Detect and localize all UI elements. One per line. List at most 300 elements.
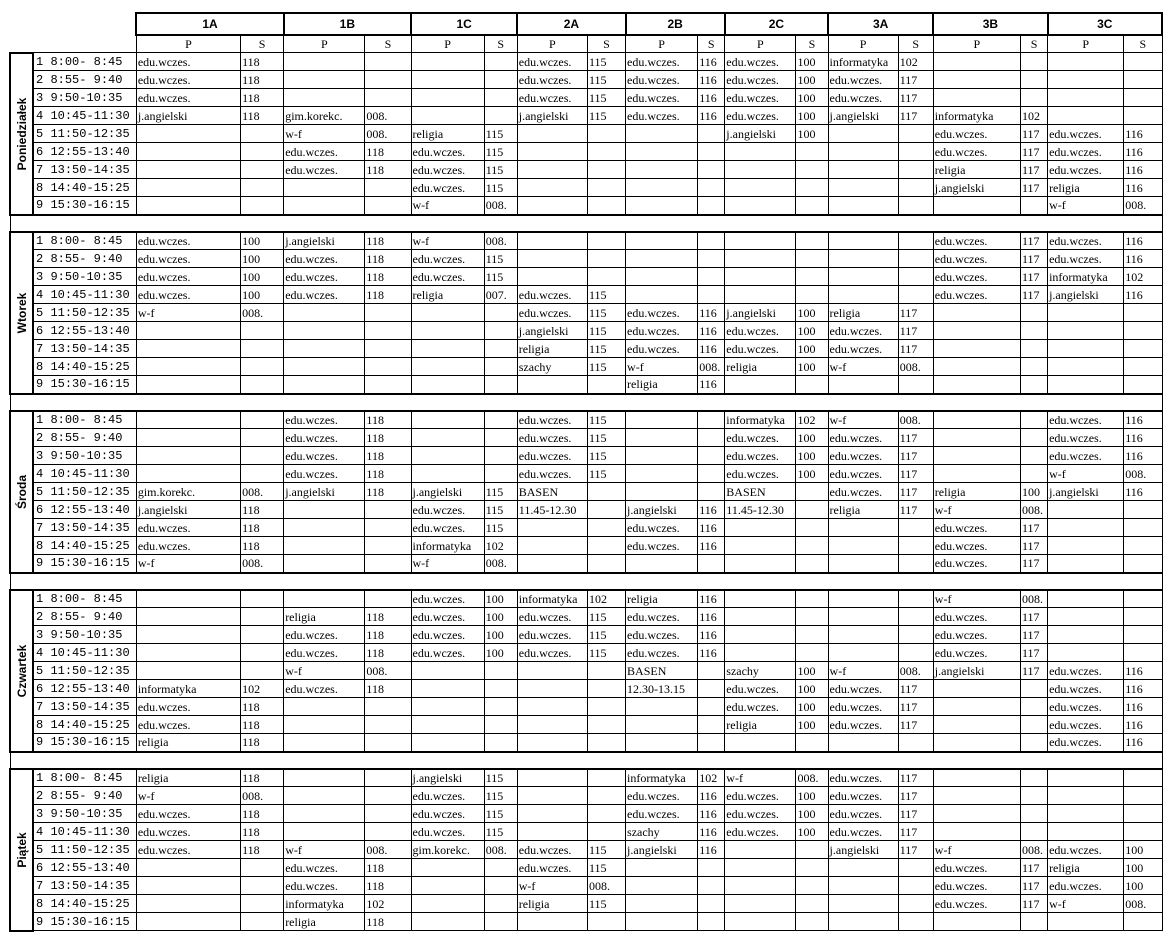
- room-cell: 115: [484, 805, 517, 823]
- period-time: 9 15:30-16:15: [33, 555, 136, 573]
- room-cell: 117: [1021, 608, 1048, 626]
- room-cell: [898, 537, 933, 555]
- subject-cell: edu.wczes.: [136, 537, 240, 555]
- day-separator: [10, 752, 1162, 769]
- room-cell: [484, 304, 517, 322]
- subject-cell: [1048, 304, 1124, 322]
- table-row: [10, 895, 1162, 913]
- room-cell: 100: [796, 71, 828, 89]
- room-cell: 117: [898, 483, 933, 501]
- subject-cell: edu.wczes.: [1048, 716, 1124, 734]
- room-cell: 118: [241, 734, 284, 752]
- subject-cell: j.angielski: [411, 769, 484, 787]
- subject-cell: edu.wczes.: [284, 680, 365, 698]
- subject-cell: informatyka: [1048, 268, 1124, 286]
- room-cell: 117: [1021, 877, 1048, 895]
- subject-cell: [411, 698, 484, 716]
- subject-cell: religia: [1048, 859, 1124, 877]
- room-cell: [796, 895, 828, 913]
- subject-cell: [517, 268, 587, 286]
- subject-cell: [517, 232, 587, 250]
- subject-cell: [136, 429, 240, 447]
- room-cell: [365, 805, 411, 823]
- subject-cell: [828, 143, 898, 161]
- table-row: [10, 555, 1162, 573]
- subject-cell: [411, 716, 484, 734]
- subject-cell: edu.wczes.: [828, 71, 898, 89]
- table-row: [10, 662, 1162, 680]
- room-cell: [698, 286, 725, 304]
- room-cell: [796, 734, 828, 752]
- subject-cell: BASEN: [517, 483, 587, 501]
- room-cell: [587, 232, 625, 250]
- room-cell: 116: [1124, 125, 1162, 143]
- subject-cell: [1048, 644, 1124, 662]
- subject-cell: [626, 286, 698, 304]
- subject-cell: [411, 71, 484, 89]
- subject-cell: informatyka: [136, 680, 240, 698]
- table-row: [10, 71, 1162, 89]
- subject-cell: edu.wczes.: [284, 161, 365, 179]
- room-cell: 117: [898, 429, 933, 447]
- room-cell: 100: [796, 716, 828, 734]
- subject-cell: [517, 161, 587, 179]
- room-cell: [1124, 805, 1162, 823]
- room-cell: 118: [365, 250, 411, 268]
- room-cell: 118: [241, 698, 284, 716]
- room-cell: 116: [698, 787, 725, 805]
- room-cell: 116: [1124, 447, 1162, 465]
- room-cell: 117: [1021, 125, 1048, 143]
- subject-cell: [284, 304, 365, 322]
- room-cell: 115: [484, 769, 517, 787]
- room-cell: 118: [365, 161, 411, 179]
- subject-cell: edu.wczes.: [933, 268, 1020, 286]
- subject-cell: w-f: [136, 787, 240, 805]
- table-row: [10, 608, 1162, 626]
- room-cell: [898, 179, 933, 197]
- subject-cell: edu.wczes.: [626, 608, 698, 626]
- subject-cell: [725, 644, 796, 662]
- room-cell: 008.: [1124, 197, 1162, 215]
- subject-cell: BASEN: [626, 662, 698, 680]
- room-cell: [365, 53, 411, 71]
- room-cell: [241, 161, 284, 179]
- room-cell: [365, 823, 411, 841]
- room-subheader: S: [241, 35, 284, 53]
- room-cell: [587, 537, 625, 555]
- subject-cell: [411, 680, 484, 698]
- subject-cell: edu.wczes.: [1048, 161, 1124, 179]
- subject-cell: edu.wczes.: [1048, 429, 1124, 447]
- room-cell: [796, 841, 828, 859]
- room-cell: 116: [698, 89, 725, 107]
- subject-cell: j.angielski: [517, 322, 587, 340]
- room-cell: 117: [1021, 895, 1048, 913]
- subject-cell: edu.wczes.: [828, 322, 898, 340]
- subject-cell: [626, 483, 698, 501]
- room-cell: 115: [587, 859, 625, 877]
- subject-cell: [136, 411, 240, 429]
- period-time: 8 14:40-15:25: [33, 179, 136, 197]
- subject-cell: religia: [517, 895, 587, 913]
- room-cell: 116: [1124, 143, 1162, 161]
- subject-cell: w-f: [136, 555, 240, 573]
- room-cell: 115: [587, 447, 625, 465]
- subject-cell: [626, 143, 698, 161]
- room-cell: 117: [1021, 268, 1048, 286]
- subject-cell: [284, 769, 365, 787]
- room-cell: 102: [587, 590, 625, 608]
- room-cell: [365, 376, 411, 394]
- subject-cell: edu.wczes.: [626, 644, 698, 662]
- room-cell: 115: [587, 465, 625, 483]
- subject-cell: edu.wczes.: [1048, 143, 1124, 161]
- class-header: 3A: [828, 13, 933, 35]
- room-cell: [484, 465, 517, 483]
- subject-cell: [828, 877, 898, 895]
- table-row: [10, 429, 1162, 447]
- room-cell: 100: [484, 644, 517, 662]
- day-separator: [10, 215, 1162, 232]
- class-header: 3B: [933, 13, 1047, 35]
- subject-cell: [411, 376, 484, 394]
- subject-cell: edu.wczes.: [136, 519, 240, 537]
- room-cell: 100: [796, 322, 828, 340]
- subject-cell: [1048, 608, 1124, 626]
- period-time: 4 10:45-11:30: [33, 465, 136, 483]
- subject-cell: gim.korekc.: [411, 841, 484, 859]
- period-time: 6 12:55-13:40: [33, 501, 136, 519]
- room-cell: [484, 913, 517, 931]
- room-cell: [241, 143, 284, 161]
- subject-cell: edu.wczes.: [626, 322, 698, 340]
- room-cell: [898, 608, 933, 626]
- subject-cell: edu.wczes.: [284, 143, 365, 161]
- subject-cell: j.angielski: [136, 501, 240, 519]
- room-cell: 116: [1124, 411, 1162, 429]
- period-time: 4 10:45-11:30: [33, 107, 136, 125]
- subject-cell: [1048, 53, 1124, 71]
- subject-cell: [284, 823, 365, 841]
- subject-cell: [933, 411, 1020, 429]
- subject-cell: 11.45-12.30: [725, 501, 796, 519]
- subject-cell: [725, 143, 796, 161]
- room-cell: 118: [365, 877, 411, 895]
- subject-cell: [828, 125, 898, 143]
- subject-cell: 12.30-13.15: [626, 680, 698, 698]
- table-row: [10, 161, 1162, 179]
- subject-cell: [725, 590, 796, 608]
- subject-cell: [725, 895, 796, 913]
- room-cell: 117: [898, 805, 933, 823]
- subject-cell: edu.wczes.: [933, 859, 1020, 877]
- room-cell: 116: [1124, 429, 1162, 447]
- room-cell: 102: [698, 769, 725, 787]
- subject-cell: [626, 447, 698, 465]
- period-time: 8 14:40-15:25: [33, 716, 136, 734]
- room-cell: 117: [1021, 537, 1048, 555]
- period-time: 3 9:50-10:35: [33, 626, 136, 644]
- room-cell: 117: [898, 465, 933, 483]
- room-cell: [698, 447, 725, 465]
- room-cell: [484, 662, 517, 680]
- subject-cell: edu.wczes.: [1048, 447, 1124, 465]
- subject-cell: [284, 376, 365, 394]
- period-time: 9 15:30-16:15: [33, 197, 136, 215]
- subject-cell: edu.wczes.: [1048, 411, 1124, 429]
- subject-cell: [725, 608, 796, 626]
- room-cell: [365, 197, 411, 215]
- table-row: [10, 698, 1162, 716]
- subject-cell: edu.wczes.: [725, 805, 796, 823]
- room-cell: 008.: [1021, 590, 1048, 608]
- room-cell: [698, 232, 725, 250]
- subject-cell: edu.wczes.: [1048, 841, 1124, 859]
- table-row: [10, 537, 1162, 555]
- room-cell: [365, 769, 411, 787]
- subject-cell: religia: [725, 358, 796, 376]
- period-time: 5 11:50-12:35: [33, 125, 136, 143]
- room-cell: 115: [587, 89, 625, 107]
- room-cell: [796, 197, 828, 215]
- room-cell: [365, 716, 411, 734]
- room-cell: 115: [484, 501, 517, 519]
- room-cell: 117: [1021, 179, 1048, 197]
- room-cell: 116: [698, 626, 725, 644]
- room-cell: [796, 268, 828, 286]
- subject-cell: edu.wczes.: [517, 465, 587, 483]
- period-time: 3 9:50-10:35: [33, 268, 136, 286]
- subject-cell: [933, 680, 1020, 698]
- subject-cell: [517, 913, 587, 931]
- table-row: [10, 841, 1162, 859]
- room-cell: 115: [484, 179, 517, 197]
- room-cell: [1021, 734, 1048, 752]
- table-row: [10, 304, 1162, 322]
- subject-cell: edu.wczes.: [828, 429, 898, 447]
- room-cell: [698, 268, 725, 286]
- subject-cell: edu.wczes.: [933, 895, 1020, 913]
- subject-cell: [517, 250, 587, 268]
- room-cell: [484, 107, 517, 125]
- room-cell: 116: [1124, 286, 1162, 304]
- room-cell: 100: [1124, 877, 1162, 895]
- subject-cell: edu.wczes.: [284, 877, 365, 895]
- room-cell: [484, 53, 517, 71]
- subject-cell: edu.wczes.: [626, 626, 698, 644]
- room-cell: 115: [587, 626, 625, 644]
- subject-cell: edu.wczes.: [411, 644, 484, 662]
- room-cell: [241, 859, 284, 877]
- table-row: [10, 590, 1162, 608]
- room-cell: [365, 555, 411, 573]
- room-cell: [484, 716, 517, 734]
- subject-cell: [828, 197, 898, 215]
- class-header: 3C: [1048, 13, 1162, 35]
- subject-cell: [626, 465, 698, 483]
- room-cell: [1124, 787, 1162, 805]
- table-row: [10, 125, 1162, 143]
- room-cell: 115: [484, 125, 517, 143]
- room-cell: [365, 358, 411, 376]
- room-cell: [1124, 358, 1162, 376]
- room-cell: 115: [587, 107, 625, 125]
- subject-cell: [626, 734, 698, 752]
- subject-cell: [136, 125, 240, 143]
- subject-cell: edu.wczes.: [828, 483, 898, 501]
- subject-cell: [136, 877, 240, 895]
- subject-cell: [517, 143, 587, 161]
- period-time: 9 15:30-16:15: [33, 734, 136, 752]
- subject-cell: [828, 286, 898, 304]
- room-cell: 116: [698, 304, 725, 322]
- class-header: 1B: [284, 13, 411, 35]
- subject-cell: [626, 161, 698, 179]
- subject-cell: [626, 197, 698, 215]
- table-row: [10, 805, 1162, 823]
- subject-cell: edu.wczes.: [1048, 662, 1124, 680]
- table-row: [10, 519, 1162, 537]
- room-cell: [796, 143, 828, 161]
- room-cell: [1021, 197, 1048, 215]
- day-separator: [10, 394, 1162, 411]
- timetable-body: [10, 53, 1162, 931]
- subject-cell: edu.wczes.: [411, 143, 484, 161]
- class-header: 2A: [517, 13, 625, 35]
- subject-cell: [1048, 376, 1124, 394]
- room-cell: 115: [587, 644, 625, 662]
- room-cell: [698, 555, 725, 573]
- table-row: [10, 53, 1162, 71]
- room-cell: 118: [365, 268, 411, 286]
- subject-subheader: P: [517, 35, 587, 53]
- room-cell: 100: [241, 286, 284, 304]
- subject-cell: [828, 537, 898, 555]
- subject-cell: edu.wczes.: [725, 680, 796, 698]
- room-cell: 115: [587, 429, 625, 447]
- subject-cell: [725, 376, 796, 394]
- room-cell: 118: [241, 823, 284, 841]
- room-cell: 118: [365, 286, 411, 304]
- room-cell: [587, 555, 625, 573]
- subject-cell: [933, 358, 1020, 376]
- room-cell: [241, 411, 284, 429]
- table-row: [10, 913, 1162, 931]
- room-cell: [587, 125, 625, 143]
- room-cell: [698, 877, 725, 895]
- subject-subheader: P: [1048, 35, 1124, 53]
- room-cell: [1124, 304, 1162, 322]
- room-cell: 100: [796, 358, 828, 376]
- subject-cell: informatyka: [725, 411, 796, 429]
- subject-cell: edu.wczes.: [1048, 734, 1124, 752]
- room-cell: [241, 877, 284, 895]
- room-cell: 118: [365, 859, 411, 877]
- room-cell: [796, 644, 828, 662]
- room-cell: 008.: [1124, 465, 1162, 483]
- room-cell: 115: [587, 71, 625, 89]
- room-cell: [484, 340, 517, 358]
- room-cell: [698, 143, 725, 161]
- subject-cell: [411, 913, 484, 931]
- subject-cell: w-f: [828, 662, 898, 680]
- room-cell: 117: [1021, 232, 1048, 250]
- subject-cell: j.angielski: [626, 501, 698, 519]
- subject-cell: [136, 590, 240, 608]
- room-cell: 115: [587, 411, 625, 429]
- subject-cell: [725, 286, 796, 304]
- subject-cell: edu.wczes.: [136, 250, 240, 268]
- room-cell: 118: [241, 519, 284, 537]
- room-cell: [698, 913, 725, 931]
- table-row: [10, 483, 1162, 501]
- room-cell: 115: [484, 161, 517, 179]
- subject-cell: [626, 179, 698, 197]
- room-cell: 008.: [1124, 895, 1162, 913]
- subject-cell: edu.wczes.: [284, 286, 365, 304]
- subject-cell: [828, 895, 898, 913]
- subject-cell: edu.wczes.: [136, 286, 240, 304]
- room-cell: [587, 501, 625, 519]
- subject-cell: edu.wczes.: [411, 268, 484, 286]
- room-cell: 117: [898, 841, 933, 859]
- room-cell: 118: [365, 608, 411, 626]
- subject-cell: [933, 197, 1020, 215]
- subject-cell: w-f: [411, 232, 484, 250]
- room-cell: [796, 250, 828, 268]
- room-cell: 117: [898, 71, 933, 89]
- room-cell: 116: [698, 53, 725, 71]
- subject-cell: [411, 53, 484, 71]
- room-cell: 117: [898, 89, 933, 107]
- room-cell: [365, 179, 411, 197]
- period-time: 2 8:55- 9:40: [33, 250, 136, 268]
- subject-cell: [136, 322, 240, 340]
- subject-cell: religia: [284, 608, 365, 626]
- room-cell: 116: [1124, 734, 1162, 752]
- room-cell: [241, 644, 284, 662]
- subject-cell: [136, 608, 240, 626]
- subject-cell: religia: [1048, 179, 1124, 197]
- subject-cell: [933, 322, 1020, 340]
- subject-cell: edu.wczes.: [136, 805, 240, 823]
- room-cell: 102: [1021, 107, 1048, 125]
- subject-cell: gim.korekc.: [284, 107, 365, 125]
- subject-cell: edu.wczes.: [626, 787, 698, 805]
- subject-cell: edu.wczes.: [1048, 877, 1124, 895]
- subject-cell: [284, 537, 365, 555]
- subject-cell: [517, 734, 587, 752]
- subject-cell: [136, 161, 240, 179]
- room-cell: 117: [898, 107, 933, 125]
- subject-cell: [828, 376, 898, 394]
- room-cell: [796, 626, 828, 644]
- period-time: 3 9:50-10:35: [33, 447, 136, 465]
- room-cell: 100: [796, 304, 828, 322]
- subject-cell: religia: [136, 734, 240, 752]
- subject-cell: [1048, 590, 1124, 608]
- room-cell: [1124, 322, 1162, 340]
- subject-cell: [828, 608, 898, 626]
- table-row: [10, 322, 1162, 340]
- subject-cell: [1048, 89, 1124, 107]
- subject-cell: [411, 734, 484, 752]
- room-cell: 115: [587, 358, 625, 376]
- room-cell: [796, 376, 828, 394]
- room-cell: [796, 859, 828, 877]
- subject-cell: edu.wczes.: [517, 53, 587, 71]
